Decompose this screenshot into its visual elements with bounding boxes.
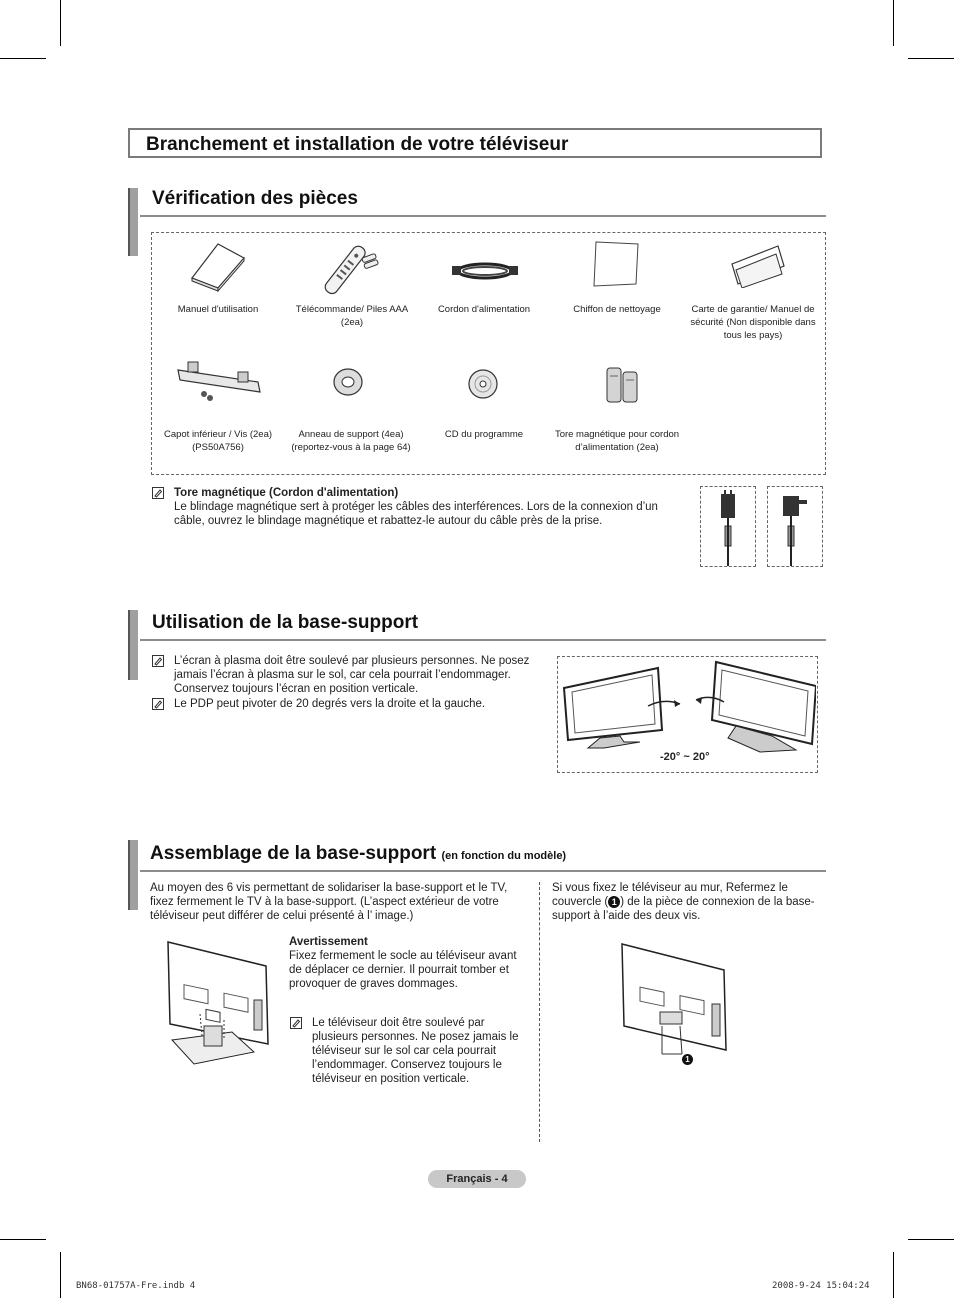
crop-mark bbox=[908, 58, 954, 59]
section-marker bbox=[128, 610, 138, 680]
crop-mark bbox=[60, 1252, 61, 1298]
crop-mark bbox=[60, 0, 61, 46]
wall-mount-text: ) de la pièce de connexion de la base-support à l’aide des deux vis. bbox=[552, 896, 815, 922]
print-slug-date: 2008-9-24 15:04:24 bbox=[772, 1281, 870, 1291]
chapter-title: Branchement et installation de votre téléviseur bbox=[146, 134, 569, 155]
crop-mark bbox=[0, 1239, 46, 1240]
manual-icon bbox=[186, 240, 250, 292]
page-number-badge: Français - 4 bbox=[428, 1170, 526, 1188]
crop-mark bbox=[893, 1252, 894, 1298]
crop-mark bbox=[0, 58, 46, 59]
part-caption: Chiffon de nettoyage bbox=[573, 304, 661, 315]
part-caption: Manuel d'utilisation bbox=[177, 304, 259, 315]
section-title-assembly bbox=[150, 843, 566, 865]
section-marker bbox=[128, 840, 138, 910]
note-icon bbox=[290, 1017, 302, 1029]
warning-block bbox=[289, 935, 529, 991]
part-caption: Cordon d'alimentation bbox=[437, 304, 531, 315]
ferrite-note bbox=[174, 486, 674, 528]
section-rule bbox=[140, 215, 826, 217]
bottom-cover-icon bbox=[172, 356, 266, 404]
cleaning-cloth-icon bbox=[588, 240, 644, 288]
part-caption: Capot inférieur / Vis (2ea) (PS50A756) bbox=[163, 429, 273, 453]
chapter-header bbox=[128, 128, 822, 158]
section-marker bbox=[128, 188, 138, 256]
crop-mark bbox=[893, 0, 894, 46]
assembly-lift-note: Le téléviseur doit être soulevé par plusieurs personnes. Ne posez jamais le téléviseur sur le sol car cela pourrait l’endommager. Conservez toujours le téléviseur en position verticale. bbox=[312, 1017, 519, 1085]
ferrite-core-icon bbox=[604, 364, 640, 406]
warning-text: Fixez fermement le socle au téléviseur avant de déplacer ce dernier. Il pourrait tomber et provoquer de graves dommages. bbox=[289, 950, 517, 990]
section-rule bbox=[140, 870, 826, 872]
part-caption: Carte de garantie/ Manuel de sécurité (Non disponible dans tous les pays) bbox=[690, 304, 816, 341]
warning-title: Avertissement bbox=[289, 936, 368, 948]
assembly-intro: Au moyen des 6 vis permettant de solidariser la base-support et le TV, fixez fermement le TV à la base-support. (L’aspect extérieur de votre téléviseur peut différer de celui présenté à l’ image.) bbox=[150, 882, 508, 922]
section-rule bbox=[140, 639, 826, 641]
plug-ferrite-icon bbox=[775, 490, 815, 566]
wall-mount-text: Si vous fixez le téléviseur au mur, Refermez le couvercle ( bbox=[552, 882, 788, 908]
note-icon bbox=[152, 487, 164, 499]
lift-note: L’écran à plasma doit être soulevé par plusieurs personnes. Ne posez jamais l’écran à plasma sur le sol, car cela pourrait l’endommager. Conservez toujours l’écran en position verticale. bbox=[174, 655, 530, 695]
section-title-base-support: Utilisation de la base-support bbox=[152, 612, 419, 633]
cd-icon bbox=[466, 368, 500, 400]
part-caption: CD du programme bbox=[444, 429, 524, 440]
crop-mark bbox=[908, 1239, 954, 1240]
ferrite-note-text: Le blindage magnétique sert à protéger les câbles des interférences. Lors de la connexion d’un câble, ouvrez le blindage magnétique et rabattez-le autour du câble près de la prise. bbox=[174, 501, 658, 527]
assembly-subtitle: (en fonction du modèle) bbox=[441, 850, 567, 862]
note-icon bbox=[152, 698, 164, 710]
power-cord-icon bbox=[450, 256, 520, 286]
section-title-verification: Vérification des pièces bbox=[152, 188, 358, 209]
rotation-label: -20° ~ 20° bbox=[660, 751, 710, 763]
callout-marker: 1 bbox=[682, 1054, 693, 1065]
tv-rotation-illustration bbox=[560, 658, 816, 754]
assembly-title-text: Assemblage de la base-support bbox=[150, 843, 437, 864]
remote-control-icon bbox=[318, 240, 384, 296]
column-divider bbox=[539, 882, 540, 1142]
part-caption: Télécommande/ Piles AAA (2ea) bbox=[295, 304, 409, 328]
print-slug-file: BN68-01757A-Fre.indb 4 bbox=[76, 1281, 196, 1291]
part-caption: Anneau de support (4ea) (reportez-vous à la page 64) bbox=[291, 429, 411, 453]
tv-back-stand-illustration bbox=[162, 940, 282, 1070]
note-icon bbox=[152, 655, 164, 667]
tv-back-cover-illustration bbox=[616, 942, 736, 1066]
support-ring-icon bbox=[330, 366, 366, 398]
ferrite-note-title: Tore magnétique (Cordon d'alimentation) bbox=[174, 487, 399, 499]
warranty-card-icon bbox=[726, 244, 788, 288]
marker-one-badge: 1 bbox=[608, 896, 620, 908]
wall-mount-instruction bbox=[552, 881, 824, 923]
plug-ferrite-icon bbox=[710, 490, 746, 566]
part-caption: Tore magnétique pour cordon d’alimentation (2ea) bbox=[554, 429, 680, 453]
rotate-note: Le PDP peut pivoter de 20 degrés vers la droite et la gauche. bbox=[174, 698, 486, 710]
